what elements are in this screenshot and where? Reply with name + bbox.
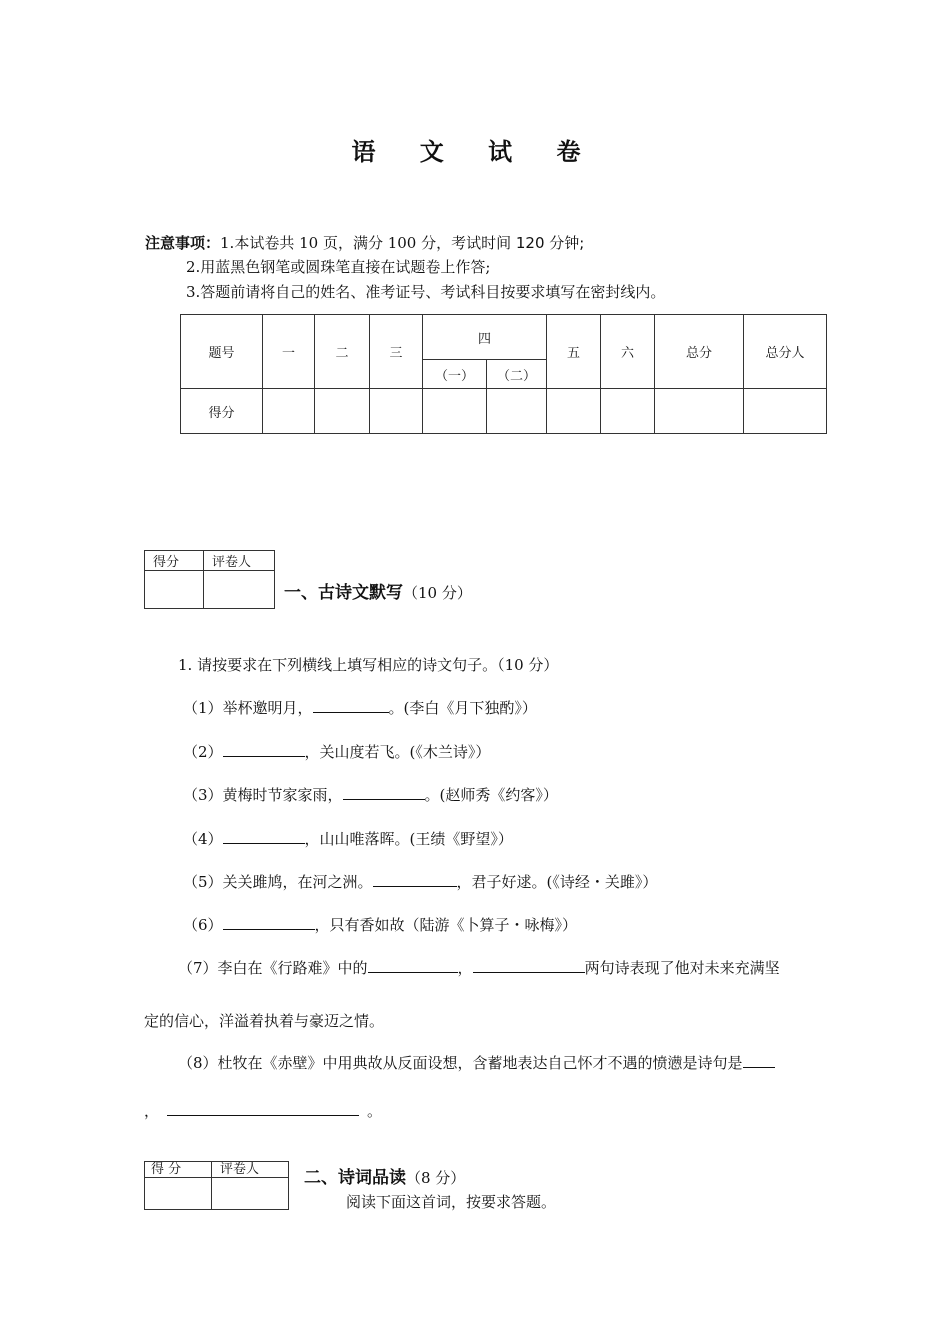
item-7-post: 两句诗表现了他对未来充满坚 [584,959,780,977]
item-6-post: ，只有香如故（陆游《卜算子・咏梅》） [314,916,578,934]
item-5-pre: （5）关关雎鸠，在河之洲。 [183,873,373,891]
notes-line-1 [145,232,584,253]
item-4 [183,828,513,849]
item-3 [183,784,558,805]
grader-box-2-score-label: 得 分 [145,1162,212,1178]
section-2-instruction: 阅读下面这首词，按要求答题。 [346,1193,557,1211]
grader-box-grader-label: 评卷人 [204,551,275,571]
section-2-title: 二、诗词品读 [304,1168,406,1188]
item-7 [178,957,780,978]
score-table-sub-2: （二） [487,360,547,389]
score-cell[interactable] [547,389,601,434]
answer-blank[interactable] [373,872,457,887]
question-1: 1. 请按要求在下列横线上填写相应的诗文句子。（10 分） [178,656,559,674]
item-7-pre: （7）李白在《行路难》中的 [178,959,368,977]
score-table-header-label: 题号 [181,315,263,389]
score-table-col-1: 一 [263,315,315,389]
section-2-heading [304,1163,465,1188]
answer-blank[interactable] [368,958,458,973]
grader-box-2-score-cell[interactable] [145,1178,212,1210]
answer-blank[interactable] [743,1053,775,1068]
answer-blank[interactable] [223,829,305,844]
grader-box-2-grader-cell[interactable] [212,1178,289,1210]
notes-line-1b: 考试时间 120 分钟; [451,234,585,252]
grader-box-1 [144,550,275,609]
item-8 [178,1052,775,1073]
score-table [180,314,827,434]
grader-box-grader-cell[interactable] [204,571,275,609]
item-1-post: 。(李白《月下独酌》） [388,699,537,717]
section-1-heading [284,578,472,603]
score-table-col-6: 六 [601,315,655,389]
item-1 [183,697,537,718]
score-cell[interactable] [601,389,655,434]
score-table-col-total: 总分 [655,315,744,389]
item-2-pre: （2） [183,743,223,761]
score-table-col-grader: 总分人 [744,315,827,389]
item-7-continued: 定的信心，洋溢着执着与豪迈之情。 [144,1012,385,1030]
item-6-pre: （6） [183,916,223,934]
grader-box-2 [144,1161,289,1210]
answer-blank[interactable] [313,698,389,713]
notes-label: 注意事项： [145,234,221,252]
item-8-text: （8）杜牧在《赤壁》中用典故从反面设想，含蓄地表达自己怀才不遇的愤懑是诗句是 [178,1054,743,1072]
score-table-col-3: 三 [370,315,423,389]
item-3-post: 。(赵师秀《约客》） [424,786,558,804]
score-cell[interactable] [744,389,827,434]
score-table-col-4: 四 [423,315,547,360]
section-1-points: （10 分） [403,584,472,602]
score-table-col-5: 五 [547,315,601,389]
answer-blank[interactable] [223,742,305,757]
score-table-col-2: 二 [315,315,370,389]
item-7-mid: ， [457,959,473,977]
item-1-pre: （1）举杯邀明月， [183,699,313,717]
item-3-pre: （3）黄梅时节家家雨， [183,786,343,804]
answer-blank[interactable] [473,958,585,973]
page-title: 语 文 试 卷 [351,137,599,166]
item-6 [183,914,577,935]
notes-line-2: 2.用蓝黑色钢笔或圆珠笔直接在试题卷上作答; [186,258,491,276]
grader-box-score-cell[interactable] [145,571,204,609]
score-cell[interactable] [423,389,487,434]
item-8-cont-pre: ， [144,1102,160,1120]
score-cell[interactable] [487,389,547,434]
item-4-pre: （4） [183,830,223,848]
answer-blank[interactable] [343,785,425,800]
score-cell[interactable] [263,389,315,434]
item-2-post: ，关山度若飞。(《木兰诗》） [304,743,491,761]
section-2-points: （8 分） [406,1169,466,1187]
item-8-continued [144,1100,382,1121]
item-5-post: ，君子好逑。(《诗经・关雎》） [456,873,658,891]
item-8-cont-post: 。 [367,1102,383,1120]
item-4-post: ，山山唯落晖。(王绩《野望》） [304,830,513,848]
notes-line-3: 3.答题前请将自己的姓名、准考证号、考试科目按要求填写在密封线内。 [186,283,666,301]
score-cell[interactable] [315,389,370,434]
answer-blank[interactable] [223,915,315,930]
item-2 [183,741,490,762]
score-table-score-label: 得分 [181,389,263,434]
item-5 [183,871,657,892]
answer-blank[interactable] [167,1101,359,1116]
score-cell[interactable] [655,389,744,434]
notes-line-1a: 1.本试卷共 10 页，满分 100 分， [220,234,452,252]
score-table-sub-1: （一） [423,360,487,389]
grader-box-score-label: 得分 [145,551,204,571]
section-1-title: 一、古诗文默写 [284,583,403,603]
grader-box-2-grader-label: 评卷人 [212,1162,289,1178]
score-cell[interactable] [370,389,423,434]
